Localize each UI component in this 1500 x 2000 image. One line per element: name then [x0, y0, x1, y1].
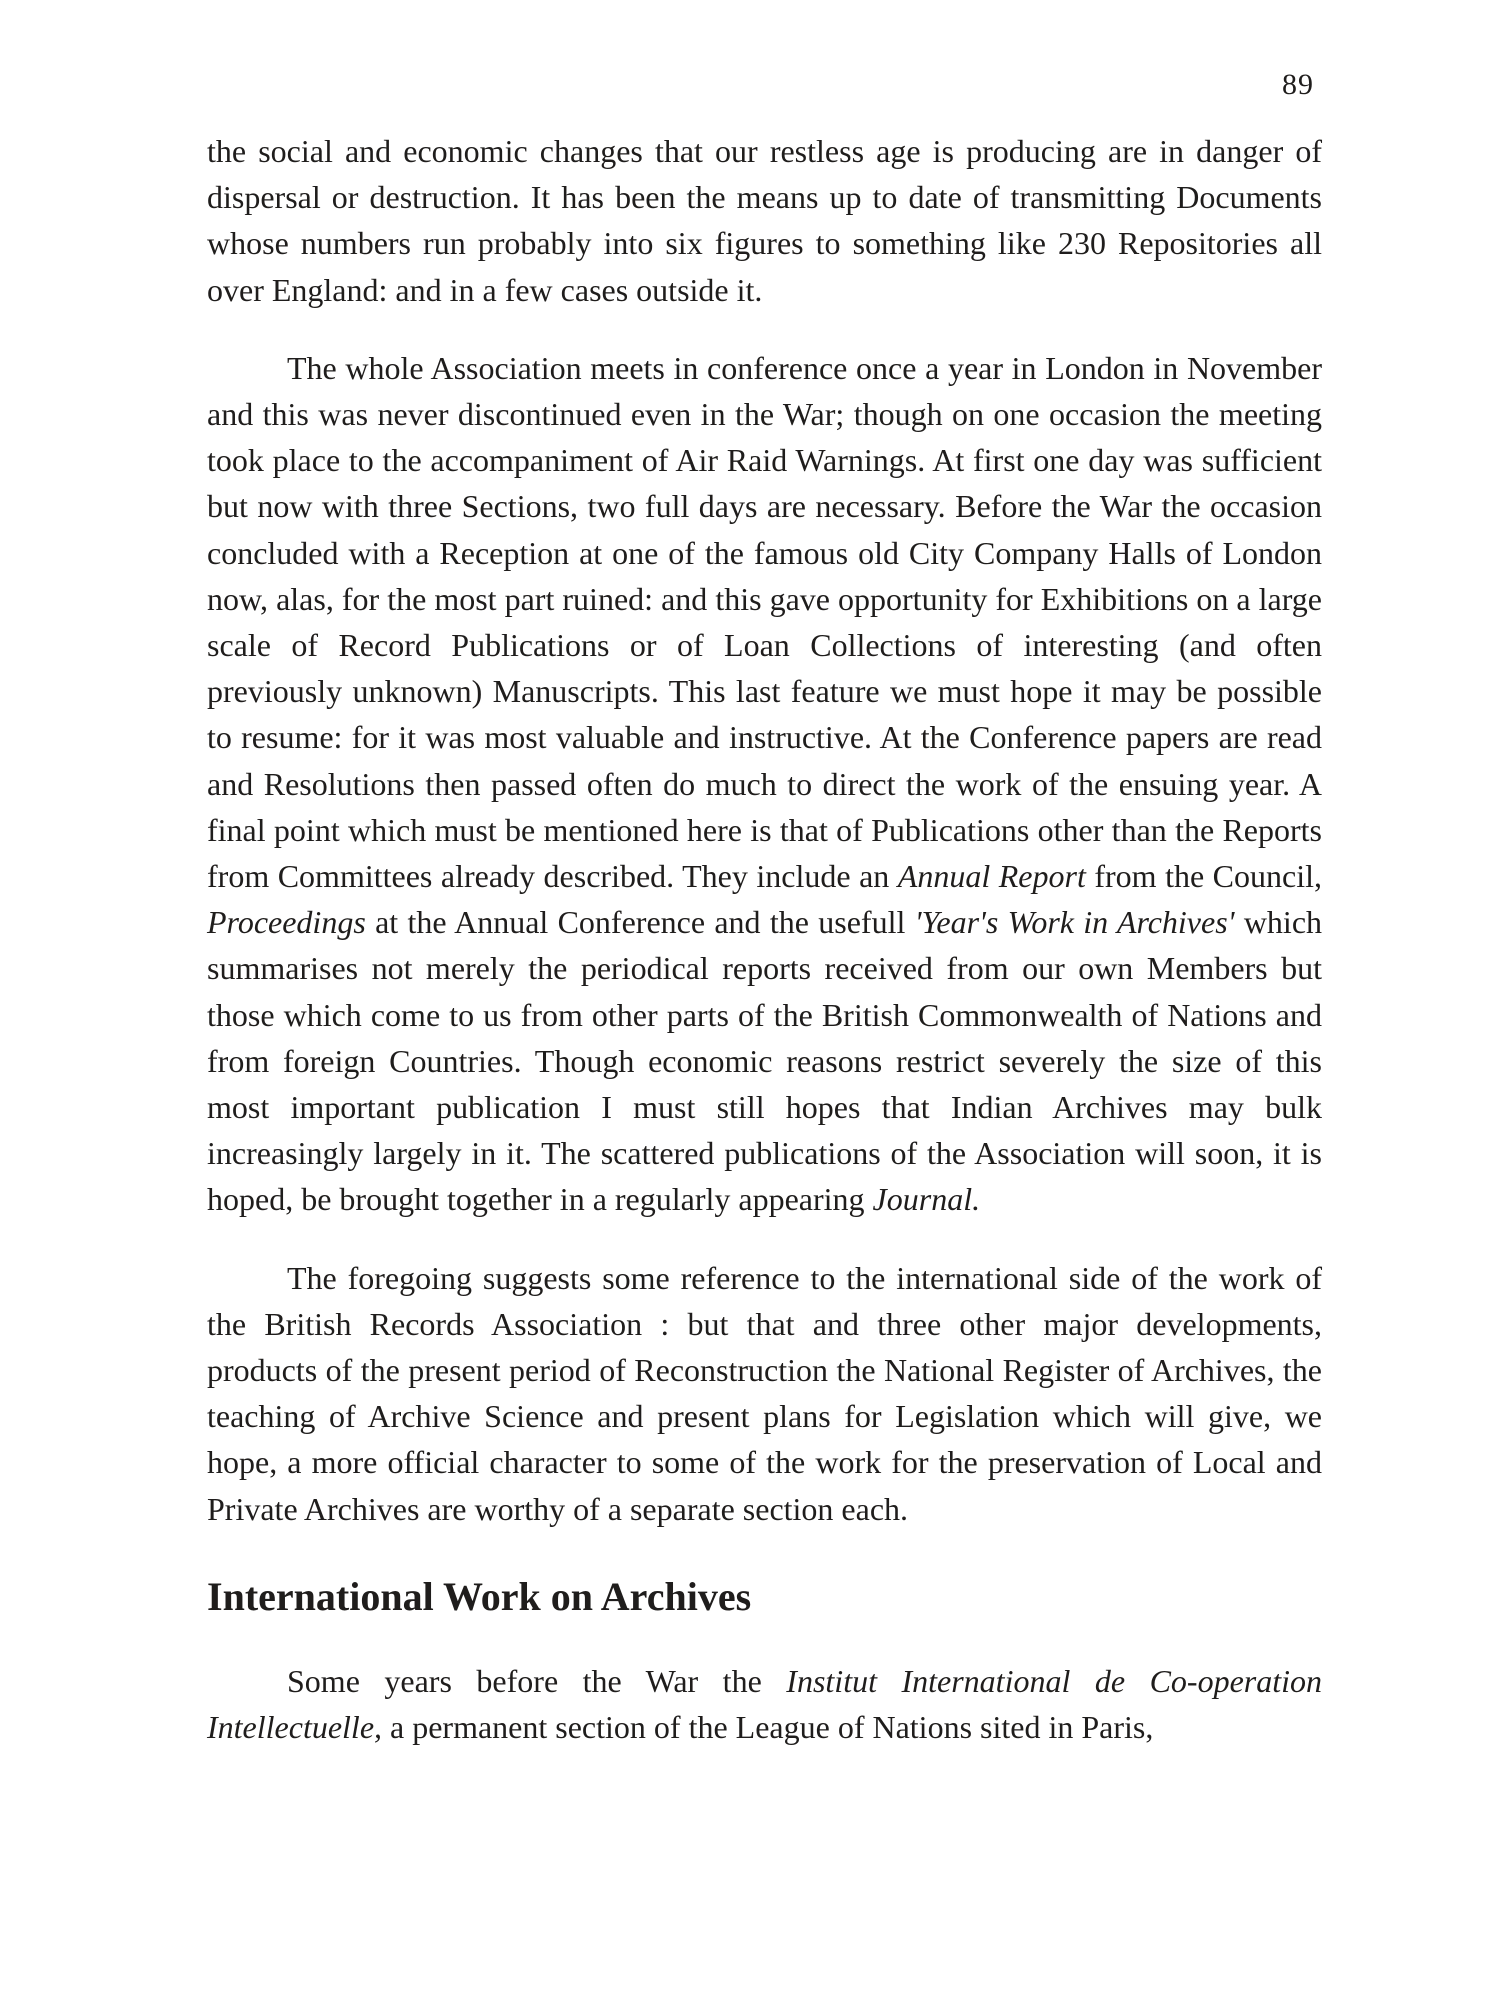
text-run: from the Council, — [1085, 858, 1323, 895]
text-run: The foregoing suggests some reference to the international side of the work of the British Records Association : but that and three other major developments, products of the present period of Reconstruction the National Register of Archives, the teaching of Archive Science and present plans for Legislation which will give, we hope, a more official character to some of the work for the preservation of Local and Private Archives are worthy of a separate section each. — [207, 1259, 1322, 1527]
section-heading: International Work on Archives — [207, 1573, 752, 1619]
italic-text-run: Journal. — [872, 1181, 981, 1218]
text-run: which summarises not merely the periodical reports received from our own Members but those which come to us from other parts of the British Commonwealth of Nations and from foreign Countries. Though economic reasons restrict severely the size of this most important publication I must still hopes that Indian Archives may bulk increasingly largely in it. The scattered publications of the Association will soon, it is hoped, be brought together in a regularly appearing — [207, 904, 1323, 1218]
page-number: 89 — [1282, 68, 1314, 101]
text-run: a permanent section of the League of Nations sited in Paris, — [382, 1709, 1154, 1746]
paragraph-foregoing — [207, 1255, 1322, 1532]
paragraph-international-work — [207, 1658, 1322, 1750]
paragraph-continuation — [207, 128, 1322, 313]
italic-text-run: Proceedings — [207, 904, 366, 941]
text-run: The whole Association meets in conference once a year in London in November and this was never discontinued even in the War; though on one occasion the meeting took place to the accompaniment of Air Raid Warnings. At first one day was sufficient but now with three Sections, two full days are necessary. Before the War the occasion concluded with a Reception at one of the famous old City Company Halls of London now, alas, for the most part ruined: and this gave opportunity for Exhibitions on a large scale of Record Publications or of Loan Collections of interesting (and often previously unknown) Manuscripts. This last feature we must hope it may be possible to resume: for it was most valuable and instructive. At the Conference papers are read and Resolutions then passed often do much to direct the work of the ensuing year. A final point which must be mentioned here is that of Publications other than the Reports from Committees already described. They include an — [207, 349, 1322, 895]
text-run: at the Annual Conference and the usefull — [365, 904, 915, 941]
paragraph-conference — [207, 345, 1322, 1223]
italic-text-run: Annual Report — [897, 858, 1086, 895]
body-text — [207, 128, 1322, 1750]
italic-text-run: Institut International de Co-operation Intellectuelle, — [207, 1662, 1323, 1746]
text-run: the social and economic changes that our restless age is producing are in danger of dispersal or destruction. It has been the means up to date of transmitting Documents whose numbers run probably into six figures to something like 230 Repositories all over England: and in a few cases outside it. — [207, 133, 1322, 308]
italic-text-run: 'Year's Work in Archives' — [914, 904, 1235, 941]
text-run: Some years before the War the — [287, 1662, 787, 1699]
